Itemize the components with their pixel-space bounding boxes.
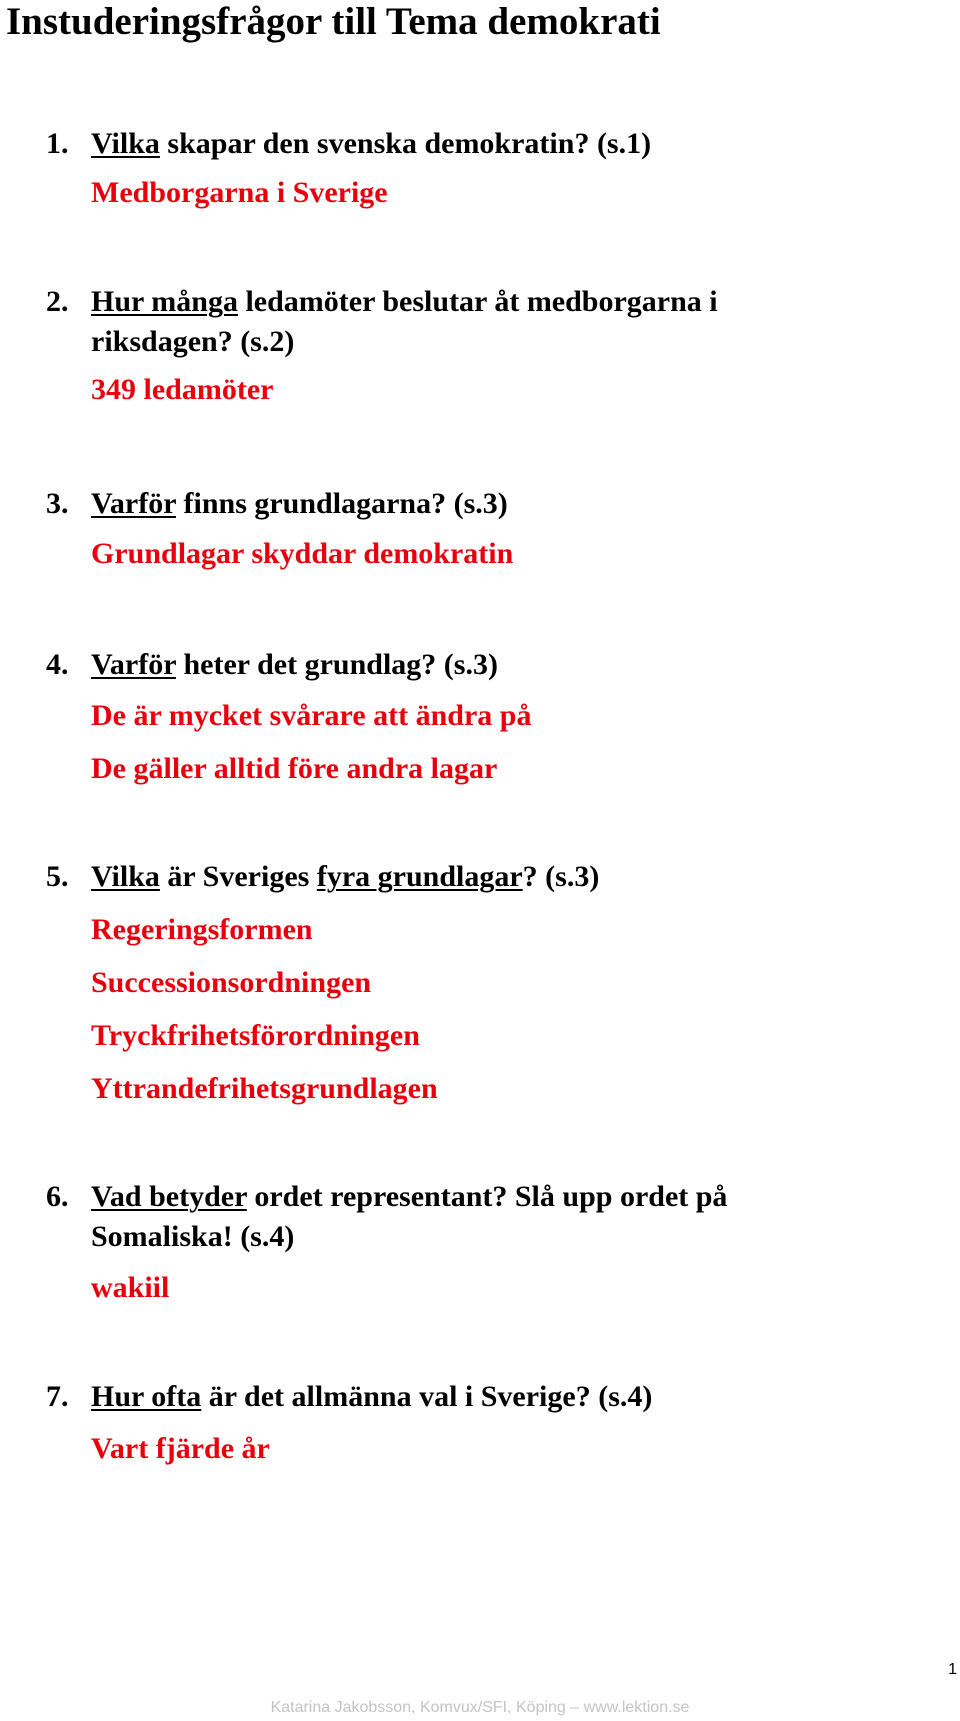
question-text	[91, 1377, 831, 1417]
question-number: 3.	[46, 487, 69, 520]
question-rest: är det allmänna val i Sverige? (s.4)	[201, 1380, 653, 1413]
question-text	[91, 645, 831, 685]
question-keyword: Vilka	[91, 127, 160, 160]
question-text	[91, 484, 831, 524]
answer: Vart fjärde år	[91, 1432, 270, 1465]
question-number: 1.	[46, 127, 69, 160]
answer: Grundlagar skyddar demokratin	[91, 537, 514, 570]
question-rest: heter det grundlag? (s.3)	[176, 648, 498, 681]
question-keyword: Vad betyder	[91, 1180, 247, 1213]
question-number: 5.	[46, 860, 69, 893]
question-text	[91, 1177, 831, 1257]
question-number: 4.	[46, 648, 69, 681]
question-number: 7.	[46, 1380, 69, 1413]
question-text	[91, 124, 831, 164]
question-keyword: Varför	[91, 648, 176, 681]
answer: Yttrandefrihetsgrundlagen	[91, 1072, 438, 1105]
question-keyword: Varför	[91, 487, 176, 520]
question-keyword-2: fyra grundlagar	[316, 860, 523, 893]
question-rest: finns grundlagarna? (s.3)	[176, 487, 508, 520]
question-middle: är Sveriges	[159, 860, 317, 893]
answer: Regeringsformen	[91, 913, 313, 946]
answer: Tryckfrihetsförordningen	[91, 1019, 420, 1052]
question-text	[91, 857, 831, 897]
page-number: 1	[948, 1661, 957, 1678]
question-rest: ledamöter beslutar åt medborgarna i riksdagen? (s.2)	[91, 285, 718, 358]
question-rest: ordet representant? Slå upp ordet på Somaliska! (s.4)	[91, 1180, 728, 1253]
question-keyword: Hur ofta	[91, 1380, 202, 1413]
question-keyword: Vilka	[91, 860, 160, 893]
question-number: 2.	[46, 285, 69, 318]
answer: 349 ledamöter	[91, 373, 274, 406]
question-number: 6.	[46, 1180, 69, 1213]
answer: Successionsordningen	[91, 966, 372, 999]
answer: Medborgarna i Sverige	[91, 176, 388, 209]
question-keyword: Hur många	[91, 285, 238, 318]
answer: De gäller alltid före andra lagar	[91, 752, 498, 785]
page-title: Instuderingsfrågor till Tema demokrati	[6, 0, 661, 43]
answer: De är mycket svårare att ändra på	[91, 699, 532, 732]
question-rest: skapar den svenska demokratin? (s.1)	[159, 127, 652, 160]
footer: Katarina Jakobsson, Komvux/SFI, Köping – www.lektion.se	[270, 1699, 690, 1716]
question-text	[91, 282, 831, 362]
answer: wakiil	[91, 1271, 170, 1304]
question-rest: ? (s.3)	[522, 860, 600, 893]
